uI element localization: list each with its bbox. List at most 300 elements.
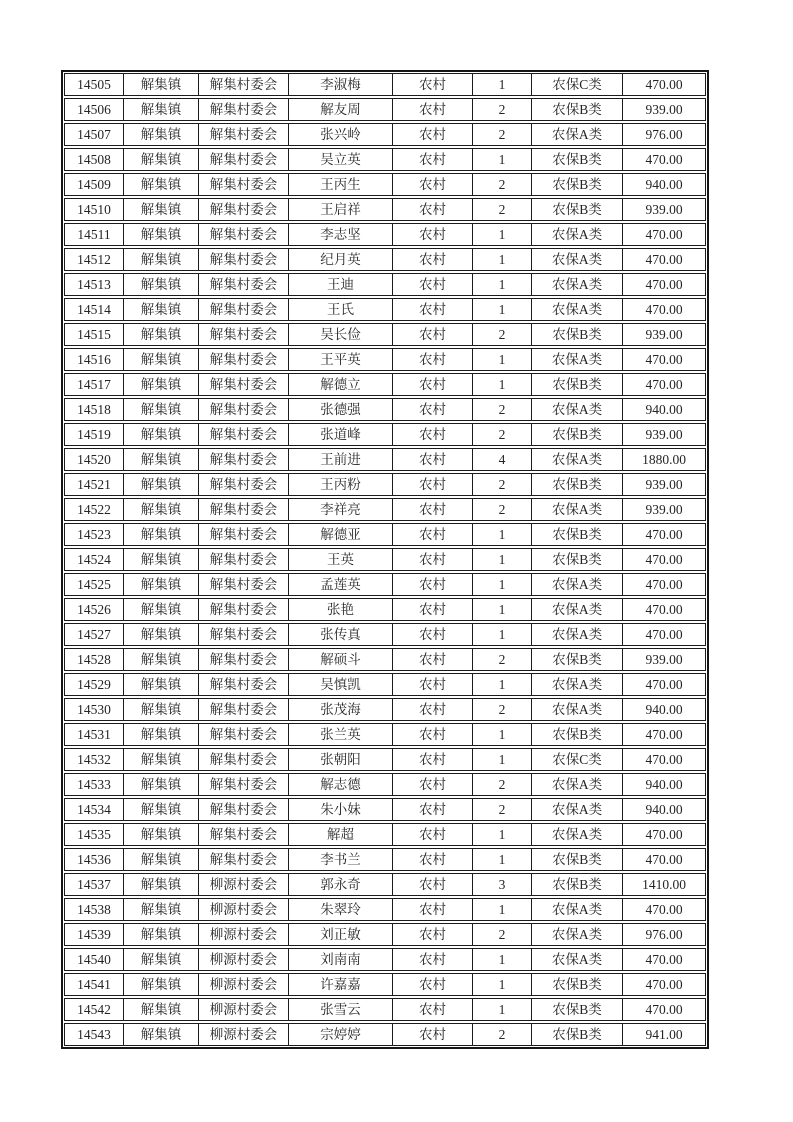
table-row [64, 373, 706, 396]
table-cell-insurance-class: 农保A类 [532, 299, 623, 320]
table-cell-amount: 940.00 [645, 176, 683, 192]
table-cell-town: 解集镇 [124, 949, 199, 970]
table-cell-person-name: 张德强 [289, 399, 393, 420]
table-cell-category: 农村 [393, 624, 473, 645]
table-cell-category: 农村 [393, 649, 473, 670]
table-cell-serial-number: 14536 [65, 849, 124, 870]
table-cell-village-committee: 解集村委会 [199, 74, 289, 95]
table-cell-amount: 470.00 [645, 626, 683, 642]
table-cell-category: 农村 [393, 724, 473, 745]
table-cell-village-committee: 解集村委会 [199, 324, 289, 345]
table-cell-town: 解集镇 [124, 324, 199, 345]
table-cell-person-name: 王迪 [289, 274, 393, 295]
table-cell-amount: 470.00 [645, 1001, 683, 1017]
table-cell-person-name: 张雪云 [289, 999, 393, 1020]
table-cell-amount: 939.00 [645, 326, 683, 342]
table-cell-town: 解集镇 [124, 774, 199, 795]
table-cell-serial-number: 14505 [65, 74, 124, 95]
table-cell-village-committee: 柳源村委会 [199, 974, 289, 995]
table-cell-village-committee: 解集村委会 [199, 124, 289, 145]
table-cell-person-name: 张传真 [289, 624, 393, 645]
table-cell-insurance-class: 农保A类 [532, 674, 623, 695]
table-cell-category: 农村 [393, 574, 473, 595]
table-cell-town: 解集镇 [124, 199, 199, 220]
table-cell-insurance-class: 农保B类 [532, 874, 623, 895]
table-cell-person-count: 1 [473, 999, 532, 1020]
table-cell-amount: 940.00 [645, 701, 683, 717]
table-cell-insurance-class: 农保A类 [532, 499, 623, 520]
table-cell-town: 解集镇 [124, 399, 199, 420]
table-cell-person-name: 刘正敏 [289, 924, 393, 945]
table-cell-person-name: 张兴岭 [289, 124, 393, 145]
table-cell-insurance-class: 农保A类 [532, 274, 623, 295]
table-cell-person-name: 王启祥 [289, 199, 393, 220]
table-cell-amount: 939.00 [645, 201, 683, 217]
table-cell-person-name: 朱小妹 [289, 799, 393, 820]
table-cell-village-committee: 解集村委会 [199, 624, 289, 645]
table-cell-person-name: 张兰英 [289, 724, 393, 745]
table-cell-person-count: 1 [473, 74, 532, 95]
table-cell-serial-number: 14526 [65, 599, 124, 620]
table-cell-person-name: 王丙生 [289, 174, 393, 195]
table-row [64, 948, 706, 971]
table-cell-village-committee: 解集村委会 [199, 299, 289, 320]
table-cell-town: 解集镇 [124, 649, 199, 670]
table-cell-insurance-class: 农保B类 [532, 474, 623, 495]
table-cell-village-committee: 解集村委会 [199, 499, 289, 520]
table-cell-town: 解集镇 [124, 974, 199, 995]
table-cell-amount: 939.00 [645, 426, 683, 442]
table-cell-category: 农村 [393, 674, 473, 695]
table-cell-category: 农村 [393, 874, 473, 895]
table-cell-insurance-class: 农保B类 [532, 324, 623, 345]
table-cell-insurance-class: 农保B类 [532, 649, 623, 670]
table-row [64, 798, 706, 821]
table-cell-person-name: 李书兰 [289, 849, 393, 870]
table-cell-amount: 939.00 [645, 101, 683, 117]
table-cell-insurance-class: 农保B类 [532, 974, 623, 995]
table-row [64, 323, 706, 346]
table-cell-village-committee: 解集村委会 [199, 574, 289, 595]
table-cell-person-name: 解德亚 [289, 524, 393, 545]
table-cell-town: 解集镇 [124, 749, 199, 770]
table-cell-category: 农村 [393, 399, 473, 420]
table-cell-amount: 470.00 [645, 551, 683, 567]
table-row [64, 898, 706, 921]
table-cell-town: 解集镇 [124, 174, 199, 195]
table-row [64, 148, 706, 171]
table-cell-person-count: 1 [473, 149, 532, 170]
table-cell-amount: 1410.00 [642, 876, 686, 892]
table-cell-town: 解集镇 [124, 549, 199, 570]
table-cell-person-count: 2 [473, 774, 532, 795]
table-cell-insurance-class: 农保B类 [532, 1024, 623, 1045]
table-cell-person-count: 1 [473, 849, 532, 870]
table-cell-amount: 1880.00 [642, 451, 686, 467]
table-row [64, 123, 706, 146]
table-cell-serial-number: 14513 [65, 274, 124, 295]
table-cell-amount: 941.00 [645, 1026, 683, 1042]
table-cell-amount: 470.00 [645, 526, 683, 542]
table-cell-serial-number: 14540 [65, 949, 124, 970]
table-row [64, 398, 706, 421]
table-cell-category: 农村 [393, 999, 473, 1020]
table-cell-serial-number: 14542 [65, 999, 124, 1020]
table-cell-serial-number: 14514 [65, 299, 124, 320]
table-cell-insurance-class: 农保A类 [532, 349, 623, 370]
table-cell-amount: 976.00 [645, 926, 683, 942]
table-cell-category: 农村 [393, 449, 473, 470]
table-cell-village-committee: 解集村委会 [199, 199, 289, 220]
table-cell-village-committee: 解集村委会 [199, 599, 289, 620]
table-cell-serial-number: 14541 [65, 974, 124, 995]
table-cell-person-name: 吴慎凯 [289, 674, 393, 695]
table-cell-amount: 470.00 [645, 726, 683, 742]
table-cell-town: 解集镇 [124, 149, 199, 170]
table-cell-insurance-class: 农保B类 [532, 524, 623, 545]
table-row [64, 348, 706, 371]
table-cell-person-name: 王氏 [289, 299, 393, 320]
table-cell-amount: 470.00 [645, 251, 683, 267]
table-cell-person-name: 纪月英 [289, 249, 393, 270]
table-cell-insurance-class: 农保A类 [532, 699, 623, 720]
table-cell-village-committee: 解集村委会 [199, 99, 289, 120]
table-cell-insurance-class: 农保B类 [532, 724, 623, 745]
table-cell-village-committee: 解集村委会 [199, 449, 289, 470]
table-cell-person-count: 1 [473, 949, 532, 970]
table-cell-serial-number: 14512 [65, 249, 124, 270]
table-cell-person-name: 孟莲英 [289, 574, 393, 595]
table-cell-amount: 470.00 [645, 601, 683, 617]
table-cell-amount: 470.00 [645, 351, 683, 367]
table-cell-town: 解集镇 [124, 474, 199, 495]
table-cell-person-count: 1 [473, 249, 532, 270]
table-row [64, 623, 706, 646]
table-cell-insurance-class: 农保A类 [532, 599, 623, 620]
table-cell-person-name: 王英 [289, 549, 393, 570]
table-cell-person-name: 许嘉嘉 [289, 974, 393, 995]
table-cell-town: 解集镇 [124, 1024, 199, 1045]
table-cell-serial-number: 14509 [65, 174, 124, 195]
table-cell-amount: 470.00 [645, 376, 683, 392]
table-cell-village-committee: 柳源村委会 [199, 899, 289, 920]
table-cell-town: 解集镇 [124, 799, 199, 820]
table-row [64, 598, 706, 621]
table-row [64, 498, 706, 521]
table-cell-village-committee: 柳源村委会 [199, 949, 289, 970]
table-cell-person-name: 王平英 [289, 349, 393, 370]
table-cell-category: 农村 [393, 974, 473, 995]
table-row [64, 98, 706, 121]
table-cell-serial-number: 14538 [65, 899, 124, 920]
table-cell-person-count: 1 [473, 599, 532, 620]
table-cell-insurance-class: 农保A类 [532, 949, 623, 970]
table-cell-serial-number: 14531 [65, 724, 124, 745]
table-cell-insurance-class: 农保A类 [532, 624, 623, 645]
table-cell-category: 农村 [393, 149, 473, 170]
table-cell-insurance-class: 农保A类 [532, 449, 623, 470]
table-row [64, 273, 706, 296]
table-cell-category: 农村 [393, 899, 473, 920]
table-cell-amount: 470.00 [645, 276, 683, 292]
table-cell-serial-number: 14543 [65, 1024, 124, 1045]
table-row [64, 698, 706, 721]
table-cell-insurance-class: 农保B类 [532, 999, 623, 1020]
table-cell-serial-number: 14511 [65, 224, 124, 245]
table-cell-category: 农村 [393, 274, 473, 295]
table-cell-village-committee: 解集村委会 [199, 774, 289, 795]
table-cell-category: 农村 [393, 199, 473, 220]
table-cell-person-name: 张茂海 [289, 699, 393, 720]
table-cell-insurance-class: 农保A类 [532, 899, 623, 920]
table-cell-serial-number: 14524 [65, 549, 124, 570]
table-cell-amount: 939.00 [645, 476, 683, 492]
table-cell-amount: 470.00 [645, 976, 683, 992]
table-cell-person-count: 2 [473, 499, 532, 520]
table-row [64, 673, 706, 696]
table-cell-insurance-class: 农保A类 [532, 774, 623, 795]
table-cell-serial-number: 14518 [65, 399, 124, 420]
table-cell-village-committee: 柳源村委会 [199, 1024, 289, 1045]
table-row [64, 1023, 706, 1046]
table-row [64, 973, 706, 996]
table-cell-person-count: 2 [473, 924, 532, 945]
table-cell-village-committee: 解集村委会 [199, 724, 289, 745]
table-cell-insurance-class: 农保A类 [532, 249, 623, 270]
table-cell-town: 解集镇 [124, 924, 199, 945]
table-cell-category: 农村 [393, 949, 473, 970]
table-cell-person-name: 解德立 [289, 374, 393, 395]
table-cell-insurance-class: 农保C类 [532, 74, 623, 95]
table-cell-category: 农村 [393, 299, 473, 320]
table-cell-person-count: 2 [473, 424, 532, 445]
table-cell-person-name: 张朝阳 [289, 749, 393, 770]
table-cell-category: 农村 [393, 349, 473, 370]
table-row [64, 548, 706, 571]
table-cell-serial-number: 14525 [65, 574, 124, 595]
table-cell-serial-number: 14521 [65, 474, 124, 495]
table-cell-amount: 976.00 [645, 126, 683, 142]
table-cell-insurance-class: 农保A类 [532, 399, 623, 420]
table-cell-village-committee: 解集村委会 [199, 149, 289, 170]
table-cell-insurance-class: 农保B类 [532, 374, 623, 395]
table-cell-person-count: 1 [473, 974, 532, 995]
table-cell-town: 解集镇 [124, 524, 199, 545]
table-cell-village-committee: 解集村委会 [199, 399, 289, 420]
table-cell-serial-number: 14523 [65, 524, 124, 545]
table-cell-person-count: 2 [473, 199, 532, 220]
table-row [64, 423, 706, 446]
table-cell-person-name: 李志坚 [289, 224, 393, 245]
table-cell-serial-number: 14529 [65, 674, 124, 695]
table-cell-category: 农村 [393, 374, 473, 395]
table-cell-amount: 940.00 [645, 801, 683, 817]
table-cell-insurance-class: 农保B类 [532, 99, 623, 120]
table-cell-person-count: 1 [473, 674, 532, 695]
table-cell-amount: 470.00 [645, 951, 683, 967]
table-cell-person-count: 1 [473, 574, 532, 595]
table-cell-amount: 470.00 [645, 851, 683, 867]
table-cell-town: 解集镇 [124, 574, 199, 595]
table-cell-person-count: 2 [473, 799, 532, 820]
table-cell-category: 农村 [393, 699, 473, 720]
table-cell-town: 解集镇 [124, 224, 199, 245]
table-cell-village-committee: 柳源村委会 [199, 999, 289, 1020]
table-cell-amount: 470.00 [645, 751, 683, 767]
table-row [64, 73, 706, 96]
table-cell-village-committee: 解集村委会 [199, 424, 289, 445]
table-cell-village-committee: 解集村委会 [199, 549, 289, 570]
table-cell-serial-number: 14527 [65, 624, 124, 645]
table-cell-category: 农村 [393, 224, 473, 245]
table-row [64, 573, 706, 596]
table-cell-town: 解集镇 [124, 249, 199, 270]
table-row [64, 248, 706, 271]
table-cell-person-name: 王丙粉 [289, 474, 393, 495]
table-cell-amount: 470.00 [645, 676, 683, 692]
table-cell-person-name: 解硕斗 [289, 649, 393, 670]
table-cell-serial-number: 14519 [65, 424, 124, 445]
table-cell-serial-number: 14508 [65, 149, 124, 170]
table-cell-village-committee: 解集村委会 [199, 749, 289, 770]
table-cell-serial-number: 14533 [65, 774, 124, 795]
table-cell-category: 农村 [393, 924, 473, 945]
table-cell-person-count: 1 [473, 524, 532, 545]
table-cell-category: 农村 [393, 849, 473, 870]
table-cell-village-committee: 解集村委会 [199, 249, 289, 270]
table-cell-category: 农村 [393, 124, 473, 145]
table-cell-serial-number: 14534 [65, 799, 124, 820]
table-row [64, 848, 706, 871]
table-row [64, 448, 706, 471]
table-cell-person-count: 2 [473, 1024, 532, 1045]
table-cell-town: 解集镇 [124, 624, 199, 645]
table-cell-amount: 470.00 [645, 226, 683, 242]
table-cell-person-count: 2 [473, 649, 532, 670]
table-cell-serial-number: 14532 [65, 749, 124, 770]
table-cell-village-committee: 解集村委会 [199, 524, 289, 545]
table-cell-person-name: 郭永奇 [289, 874, 393, 895]
table-cell-serial-number: 14520 [65, 449, 124, 470]
table-cell-amount: 470.00 [645, 576, 683, 592]
table-cell-serial-number: 14528 [65, 649, 124, 670]
table-cell-category: 农村 [393, 249, 473, 270]
table-cell-serial-number: 14522 [65, 499, 124, 520]
table-cell-town: 解集镇 [124, 599, 199, 620]
table-cell-serial-number: 14507 [65, 124, 124, 145]
table-cell-person-count: 2 [473, 399, 532, 420]
table-cell-insurance-class: 农保A类 [532, 124, 623, 145]
table-cell-person-name: 张艳 [289, 599, 393, 620]
table-cell-town: 解集镇 [124, 849, 199, 870]
table-cell-person-count: 2 [473, 174, 532, 195]
table-cell-insurance-class: 农保B类 [532, 549, 623, 570]
table-cell-person-name: 解友周 [289, 99, 393, 120]
table-cell-insurance-class: 农保A类 [532, 574, 623, 595]
table-row [64, 223, 706, 246]
table-cell-amount: 470.00 [645, 301, 683, 317]
table-cell-village-committee: 解集村委会 [199, 274, 289, 295]
table-cell-town: 解集镇 [124, 424, 199, 445]
table-cell-person-name: 解超 [289, 824, 393, 845]
table-cell-person-count: 2 [473, 699, 532, 720]
table-cell-person-count: 1 [473, 899, 532, 920]
table-cell-person-count: 1 [473, 299, 532, 320]
table-cell-person-count: 2 [473, 124, 532, 145]
table-cell-person-count: 2 [473, 474, 532, 495]
table-cell-insurance-class: 农保B类 [532, 849, 623, 870]
table-cell-person-name: 刘南南 [289, 949, 393, 970]
table-cell-town: 解集镇 [124, 374, 199, 395]
table-cell-category: 农村 [393, 499, 473, 520]
table-cell-insurance-class: 农保B类 [532, 424, 623, 445]
table-cell-serial-number: 14537 [65, 874, 124, 895]
table-cell-insurance-class: 农保C类 [532, 749, 623, 770]
table-cell-insurance-class: 农保A类 [532, 224, 623, 245]
table-cell-serial-number: 14539 [65, 924, 124, 945]
table-cell-person-name: 吴长俭 [289, 324, 393, 345]
table-cell-person-name: 解志德 [289, 774, 393, 795]
table-cell-person-count: 2 [473, 324, 532, 345]
table-cell-category: 农村 [393, 424, 473, 445]
table-cell-person-count: 1 [473, 549, 532, 570]
table-row [64, 648, 706, 671]
table-cell-town: 解集镇 [124, 99, 199, 120]
table-cell-village-committee: 解集村委会 [199, 799, 289, 820]
table-cell-category: 农村 [393, 524, 473, 545]
table-cell-category: 农村 [393, 549, 473, 570]
table-cell-town: 解集镇 [124, 699, 199, 720]
table-row [64, 173, 706, 196]
table-cell-category: 农村 [393, 1024, 473, 1045]
table-cell-serial-number: 14517 [65, 374, 124, 395]
table-cell-insurance-class: 农保A类 [532, 924, 623, 945]
table-cell-insurance-class: 农保B类 [532, 174, 623, 195]
table-cell-town: 解集镇 [124, 274, 199, 295]
table-row [64, 773, 706, 796]
table-cell-village-committee: 解集村委会 [199, 474, 289, 495]
table-cell-town: 解集镇 [124, 674, 199, 695]
table-cell-person-count: 1 [473, 824, 532, 845]
table-cell-town: 解集镇 [124, 724, 199, 745]
table-cell-person-count: 3 [473, 874, 532, 895]
table-cell-category: 农村 [393, 749, 473, 770]
pension-roster-table [61, 70, 709, 1049]
table-cell-person-count: 1 [473, 224, 532, 245]
table-cell-person-count: 1 [473, 374, 532, 395]
table-cell-category: 农村 [393, 174, 473, 195]
table-cell-serial-number: 14506 [65, 99, 124, 120]
table-cell-town: 解集镇 [124, 824, 199, 845]
table-cell-person-name: 宗婷婷 [289, 1024, 393, 1045]
table-cell-town: 解集镇 [124, 299, 199, 320]
table-row [64, 998, 706, 1021]
table-cell-amount: 940.00 [645, 776, 683, 792]
table-cell-serial-number: 14515 [65, 324, 124, 345]
table-cell-amount: 940.00 [645, 401, 683, 417]
table-cell-village-committee: 解集村委会 [199, 699, 289, 720]
table-cell-town: 解集镇 [124, 349, 199, 370]
table-cell-village-committee: 柳源村委会 [199, 924, 289, 945]
table-cell-town: 解集镇 [124, 74, 199, 95]
table-cell-serial-number: 14535 [65, 824, 124, 845]
table-cell-amount: 939.00 [645, 501, 683, 517]
table-cell-amount: 470.00 [645, 76, 683, 92]
table-cell-insurance-class: 农保A类 [532, 799, 623, 820]
table-cell-person-count: 2 [473, 99, 532, 120]
table-cell-category: 农村 [393, 74, 473, 95]
table-cell-person-count: 1 [473, 349, 532, 370]
